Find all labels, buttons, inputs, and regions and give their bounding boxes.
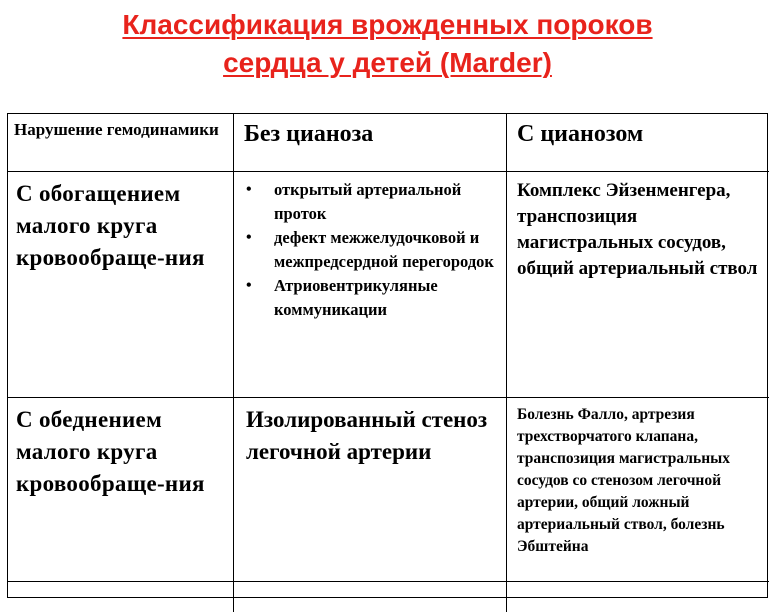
list-item: • открытый артериальной проток (242, 178, 502, 226)
table-row (8, 582, 234, 612)
list-item: • Атриовентрикуляные коммуникации (242, 274, 502, 322)
row-depleted-with-cyanosis: Болезнь Фалло, артрезия трехстворчатого клапана, транспозиция магистральных сосудов со стенозом легочной артерии, общий ложный артериальный ствол, болезнь Эбштейна (507, 398, 769, 582)
row-depleted-without-cyanosis: Изолированный стеноз легочной артерии (234, 398, 507, 582)
row-enriched-label: С обогащением малого круга кровообраще-ния (8, 172, 234, 398)
table-row (234, 582, 507, 612)
list-item: • дефект межжелудочковой и межпредсердной перегородок (242, 226, 502, 274)
defect-list (234, 172, 506, 322)
table-row (507, 582, 769, 612)
row-enriched-without-cyanosis (234, 172, 507, 398)
page-title (0, 6, 775, 82)
row-depleted-label: С обеднением малого круга кровообраще-ния (8, 398, 234, 582)
title-line-1: Классификация врожденных пороков (122, 9, 653, 40)
classification-table (7, 113, 768, 598)
header-with-cyanosis: С цианозом (507, 114, 769, 172)
header-without-cyanosis: Без цианоза (234, 114, 507, 172)
header-hemodynamics: Нарушение гемодинамики (8, 114, 234, 172)
row-enriched-with-cyanosis: Комплекс Эйзенменгера, транспозиция магистральных сосудов, общий артериальный ствол (507, 172, 769, 398)
title-line-2: сердца у детей (Marder) (223, 47, 552, 78)
